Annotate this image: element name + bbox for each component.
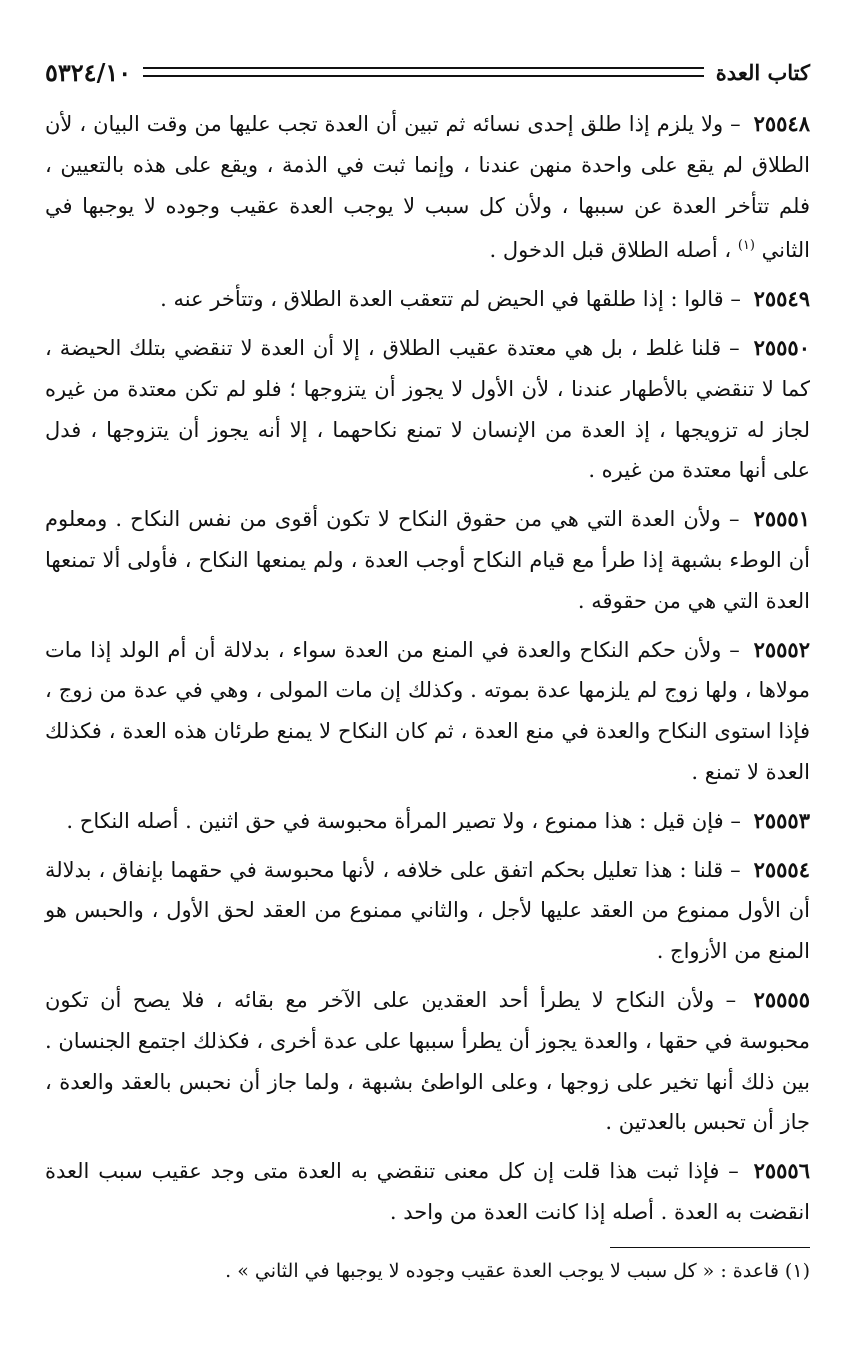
footnote-divider <box>610 1247 810 1248</box>
body-text <box>45 104 810 1233</box>
paragraph-text: – قلنا : هذا تعليل بحكم اتفق على خلافه ، لأنها محبوسة في حقهما بإنفاق ، بدلالة أن الأول ممنوع من العقد عليها لأجل ، والثاني ممنوع من العقد لحق الأول ، والحبس هو المنع من الأزواج . <box>45 857 810 964</box>
paragraph-25551 <box>45 499 810 621</box>
paragraph-text: – ولا يلزم إذا طلق إحدى نسائه ثم تبين أن العدة تجب عليها من وقت البيان ، لأن الطلاق لم يقع على واحدة منهن عندنا ، وإنما ثبت في الذمة ، ويقع على هذه بالتعيين ، فلم تتأخر العدة عن سببها ، ولأن كل سبب لا يوجب العدة عقيب وجوده لا يوجبها في الثاني <box>45 112 810 263</box>
paragraph-25554 <box>45 850 810 972</box>
paragraph-text: – ولأن حكم النكاح والعدة في المنع من العدة سواء ، بدلالة أن أم الولد إذا مات مولاها ، ولها زوج لم يلزمها عدة بموته . وكذلك إن مات المولى ، وهي في عدة من زوج ، فإذا استوى النكاح والعدة في منع العدة ، ثم كان النكاح لا يمنع طرئان هذه العدة ، فكذلك العدة لا تمنع . <box>45 637 810 784</box>
paragraph-number: ٢٥٥٤٨ <box>753 111 810 136</box>
paragraph-text: – ولأن النكاح لا يطرأ أحد العقدين على الآخر مع بقائه ، فلا يصح أن تكون محبوسة في حقها ، والعدة يجوز أن يطرأ سببها على عدة أخرى ، فكذلك اجتمع الجنسان . بين ذلك أنها تخير على زوجها ، وعلى الواطئ بشبهة ، ولما جاز أن نحبس بالعقد والعدة ، جاز أن تحبس بالعدتين . <box>45 987 810 1135</box>
paragraph-number: ٢٥٥٥٤ <box>753 856 810 882</box>
paragraph-25550 <box>45 328 810 491</box>
paragraph-25553 <box>45 801 810 842</box>
paragraph-25555 <box>45 980 810 1143</box>
paragraph-number: ٢٥٥٤٩ <box>753 286 810 312</box>
page-number: ٥٣٢٤/١٠ <box>45 57 132 87</box>
paragraph-number: ٢٥٥٥١ <box>753 506 810 532</box>
paragraph-text-continued: ، أصله الطلاق قبل الدخول . <box>489 238 732 263</box>
footnote: (١) قاعدة : « كل سبب لا يوجب العدة عقيب وجوده لا يوجبها في الثاني » . <box>225 1259 810 1282</box>
paragraph-number: ٢٥٥٥٢ <box>753 636 810 662</box>
paragraph-text: – قالوا : إذا طلقها في الحيض لم تتعقب العدة الطلاق ، وتتأخر عنه . <box>160 287 741 312</box>
page-header <box>45 50 810 94</box>
running-title: كتاب العدة <box>715 59 810 85</box>
paragraph-25552 <box>45 630 810 793</box>
paragraph-number: ٢٥٥٥٥ <box>753 986 810 1012</box>
paragraph-number: ٢٥٥٥٣ <box>753 807 810 833</box>
paragraph-number: ٢٥٥٥٦ <box>753 1158 810 1184</box>
paragraph-number: ٢٥٥٥٠ <box>753 334 810 360</box>
paragraph-25556 <box>45 1151 810 1233</box>
paragraph-25549 <box>45 279 810 320</box>
paragraph-text: – فإذا ثبت هذا قلت إن كل معنى تنقضي به العدة متى وجد عقيب سبب العدة انقضت به العدة . أصله إذا كانت العدة من واحد . <box>45 1159 810 1224</box>
paragraph-text: – فإن قيل : هذا ممنوع ، ولا تصير المرأة محبوسة في حق اثنين . أصله النكاح . <box>66 808 741 833</box>
header-rule <box>143 67 704 77</box>
paragraph-25548 <box>45 104 810 271</box>
footnote-ref: (١) <box>737 238 755 254</box>
paragraph-text: – قلنا غلط ، بل هي معتدة عقيب الطلاق ، إلا أن العدة لا تنقضي بتلك الحيضة ، كما لا تنقضي بالأطهار عندنا ، لأن الأول لا يجوز أن يتزوجها ؛ فلو لم تكن معتدة من غيره لجاز له تزويجها ، إذ العدة من الإنسان لا تمنع نكاحهما ، إلا أنه يجوز أن يتزوجها ، فدل على أنها معتدة من غيره . <box>45 335 810 483</box>
paragraph-text: – ولأن العدة التي هي من حقوق النكاح لا تكون أقوى من نفس النكاح . ومعلوم أن الوطء بشبهة إذا طرأ مع قيام النكاح أوجب العدة ، ولم يمنعها النكاح ، فأولى ألا تمنعها العدة التي هي من حقوقه . <box>45 507 810 613</box>
